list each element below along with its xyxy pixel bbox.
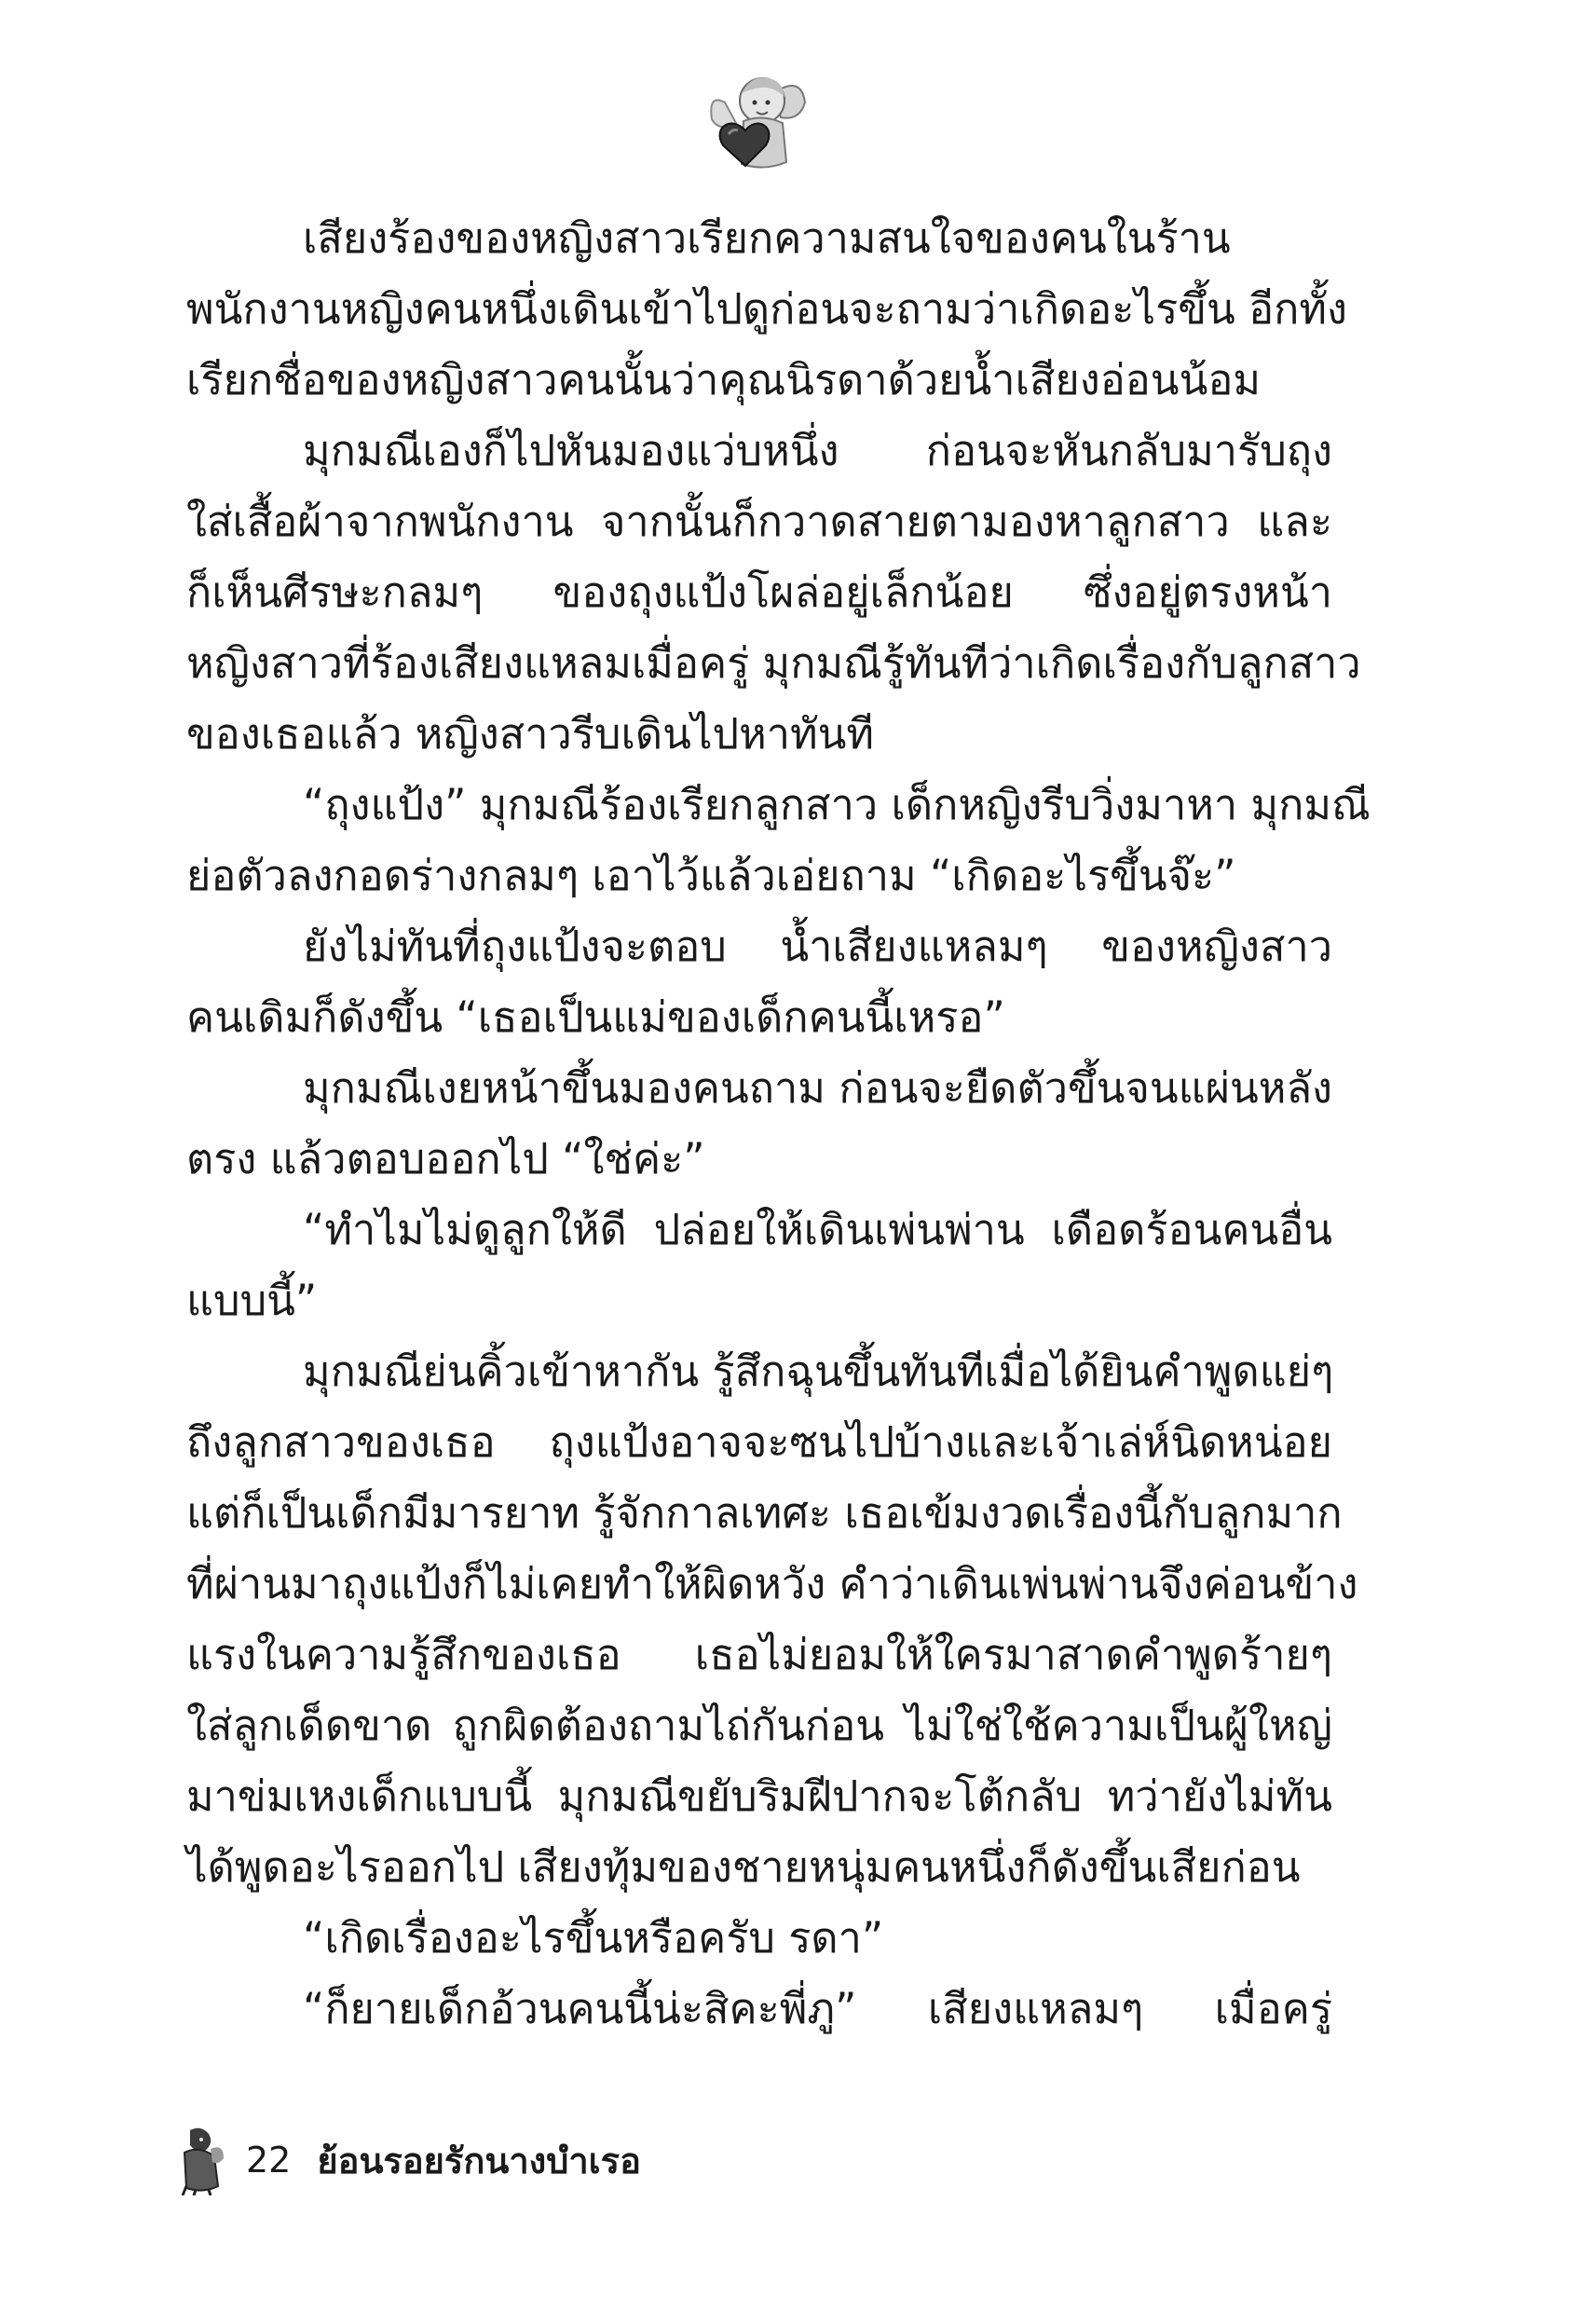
- text-line: คนเดิมก็ดังขึ้น “เธอเป็นแม่ของเด็กคนนี้เหรอ”: [186, 992, 1005, 1042]
- text-line: ของเธอแล้ว หญิงสาวรีบเดินไปหาทันที: [186, 709, 875, 759]
- text-line: แต่ก็เป็นเด็กมีมารยาท รู้จักกาลเทศะ เธอเข้มงวดเรื่องนี้กับลูกมาก: [186, 1488, 1343, 1538]
- text-line: มุกมณีย่นคิ้วเข้าหากัน รู้สึกฉุนขึ้นทันทีเมื่อได้ยินคำพูดแย่ๆ: [303, 1347, 1334, 1396]
- text-line: เสียงร้องของหญิงสาวเรียกความสนใจของคนในร้าน: [303, 213, 1231, 263]
- text-line: มุกมณีเองก็ไปหันมองแว่บหนึ่ง ก่อนจะหันกลับมารับถุง: [303, 426, 1332, 475]
- text-line: ใส่ลูกเด็ดขาด ถูกผิดต้องถามไถ่กันก่อน ไม่ใช่ใช้ความเป็นผู้ใหญ่: [186, 1701, 1332, 1750]
- text-line: แบบนี้”: [186, 1276, 318, 1325]
- page-number: 22: [246, 2140, 292, 2181]
- text-line: ตรง แล้วตอบออกไป “ใช่ค่ะ”: [186, 1134, 705, 1183]
- story-text: [186, 203, 1371, 2044]
- text-line: ที่ผ่านมาถุงแป้งก็ไม่เคยทำให้ผิดหวัง คำว่าเดินเพ่นพ่านจึงค่อนข้าง: [186, 1559, 1358, 1608]
- cherub-heart-icon: [708, 65, 811, 177]
- text-line: แรงในความรู้สึกของเธอ เธอไม่ยอมให้ใครมาสาดคำพูดร้ายๆ: [186, 1630, 1332, 1679]
- text-line: ยังไม่ทันที่ถุงแป้งจะตอบ น้ำเสียงแหลมๆ ของหญิงสาว: [303, 922, 1332, 971]
- text-line: “ถุงแป้ง” มุกมณีร้องเรียกลูกสาว เด็กหญิงรีบวิ่งมาหา มุกมณี: [303, 780, 1371, 829]
- text-line: หญิงสาวที่ร้องเสียงแหลมเมื่อครู่ มุกมณีรู้ทันทีว่าเกิดเรื่องกับลูกสาว: [186, 638, 1361, 688]
- text-line: “เกิดเรื่องอะไรขึ้นหรือครับ รดา”: [303, 1913, 884, 1962]
- text-line: ถึงลูกสาวของเธอ ถุงแป้งอาจจะซนไปบ้างและเจ้าเล่ห์นิดหน่อย: [186, 1417, 1332, 1467]
- text-line: มุกมณีเงยหน้าขึ้นมองคนถาม ก่อนจะยืดตัวขึ้นจนแผ่นหลัง: [303, 1063, 1332, 1113]
- text-line: พนักงานหญิงคนหนึ่งเดินเข้าไปดูก่อนจะถามว่าเกิดอะไรขึ้น อีกทั้ง: [186, 284, 1347, 334]
- book-title: ย้อนรอยรักนางบำเรอ: [317, 2140, 641, 2181]
- text-line: ใส่เสื้อผ้าจากพนักงาน จากนั้นก็กวาดสายตามองหาลูกสาว และ: [186, 497, 1332, 546]
- text-line: ย่อตัวลงกอดร่างกลมๆ เอาไว้แล้วเอ่ยถาม “เกิดอะไรขึ้นจ๊ะ”: [186, 851, 1236, 900]
- page-footer: [177, 2123, 641, 2197]
- text-line: มาข่มเหงเด็กแบบนี้ มุกมณีขยับริมฝีปากจะโต้กลับ ทว่ายังไม่ทัน: [186, 1771, 1332, 1821]
- small-cherub-icon: [177, 2125, 225, 2195]
- text-line: เรียกชื่อของหญิงสาวคนนั้นว่าคุณนิรดาด้วยน้ำเสียงอ่อนน้อม: [186, 355, 1262, 404]
- text-line: “ทำไมไม่ดูลูกให้ดี ปล่อยให้เดินเพ่นพ่าน เดือดร้อนคนอื่น: [303, 1205, 1332, 1254]
- text-line: ก็เห็นศีรษะกลมๆ ของถุงแป้งโผล่อยู่เล็กน้อย ซึ่งอยู่ตรงหน้า: [186, 567, 1332, 617]
- text-line: “ก็ยายเด็กอ้วนคนนี้น่ะสิคะพี่ภู” เสียงแหลมๆ เมื่อครู่: [303, 1984, 1332, 2033]
- text-line: ได้พูดอะไรออกไป เสียงทุ้มของชายหนุ่มคนหนึ่งก็ดังขึ้นเสียก่อน: [186, 1842, 1301, 1892]
